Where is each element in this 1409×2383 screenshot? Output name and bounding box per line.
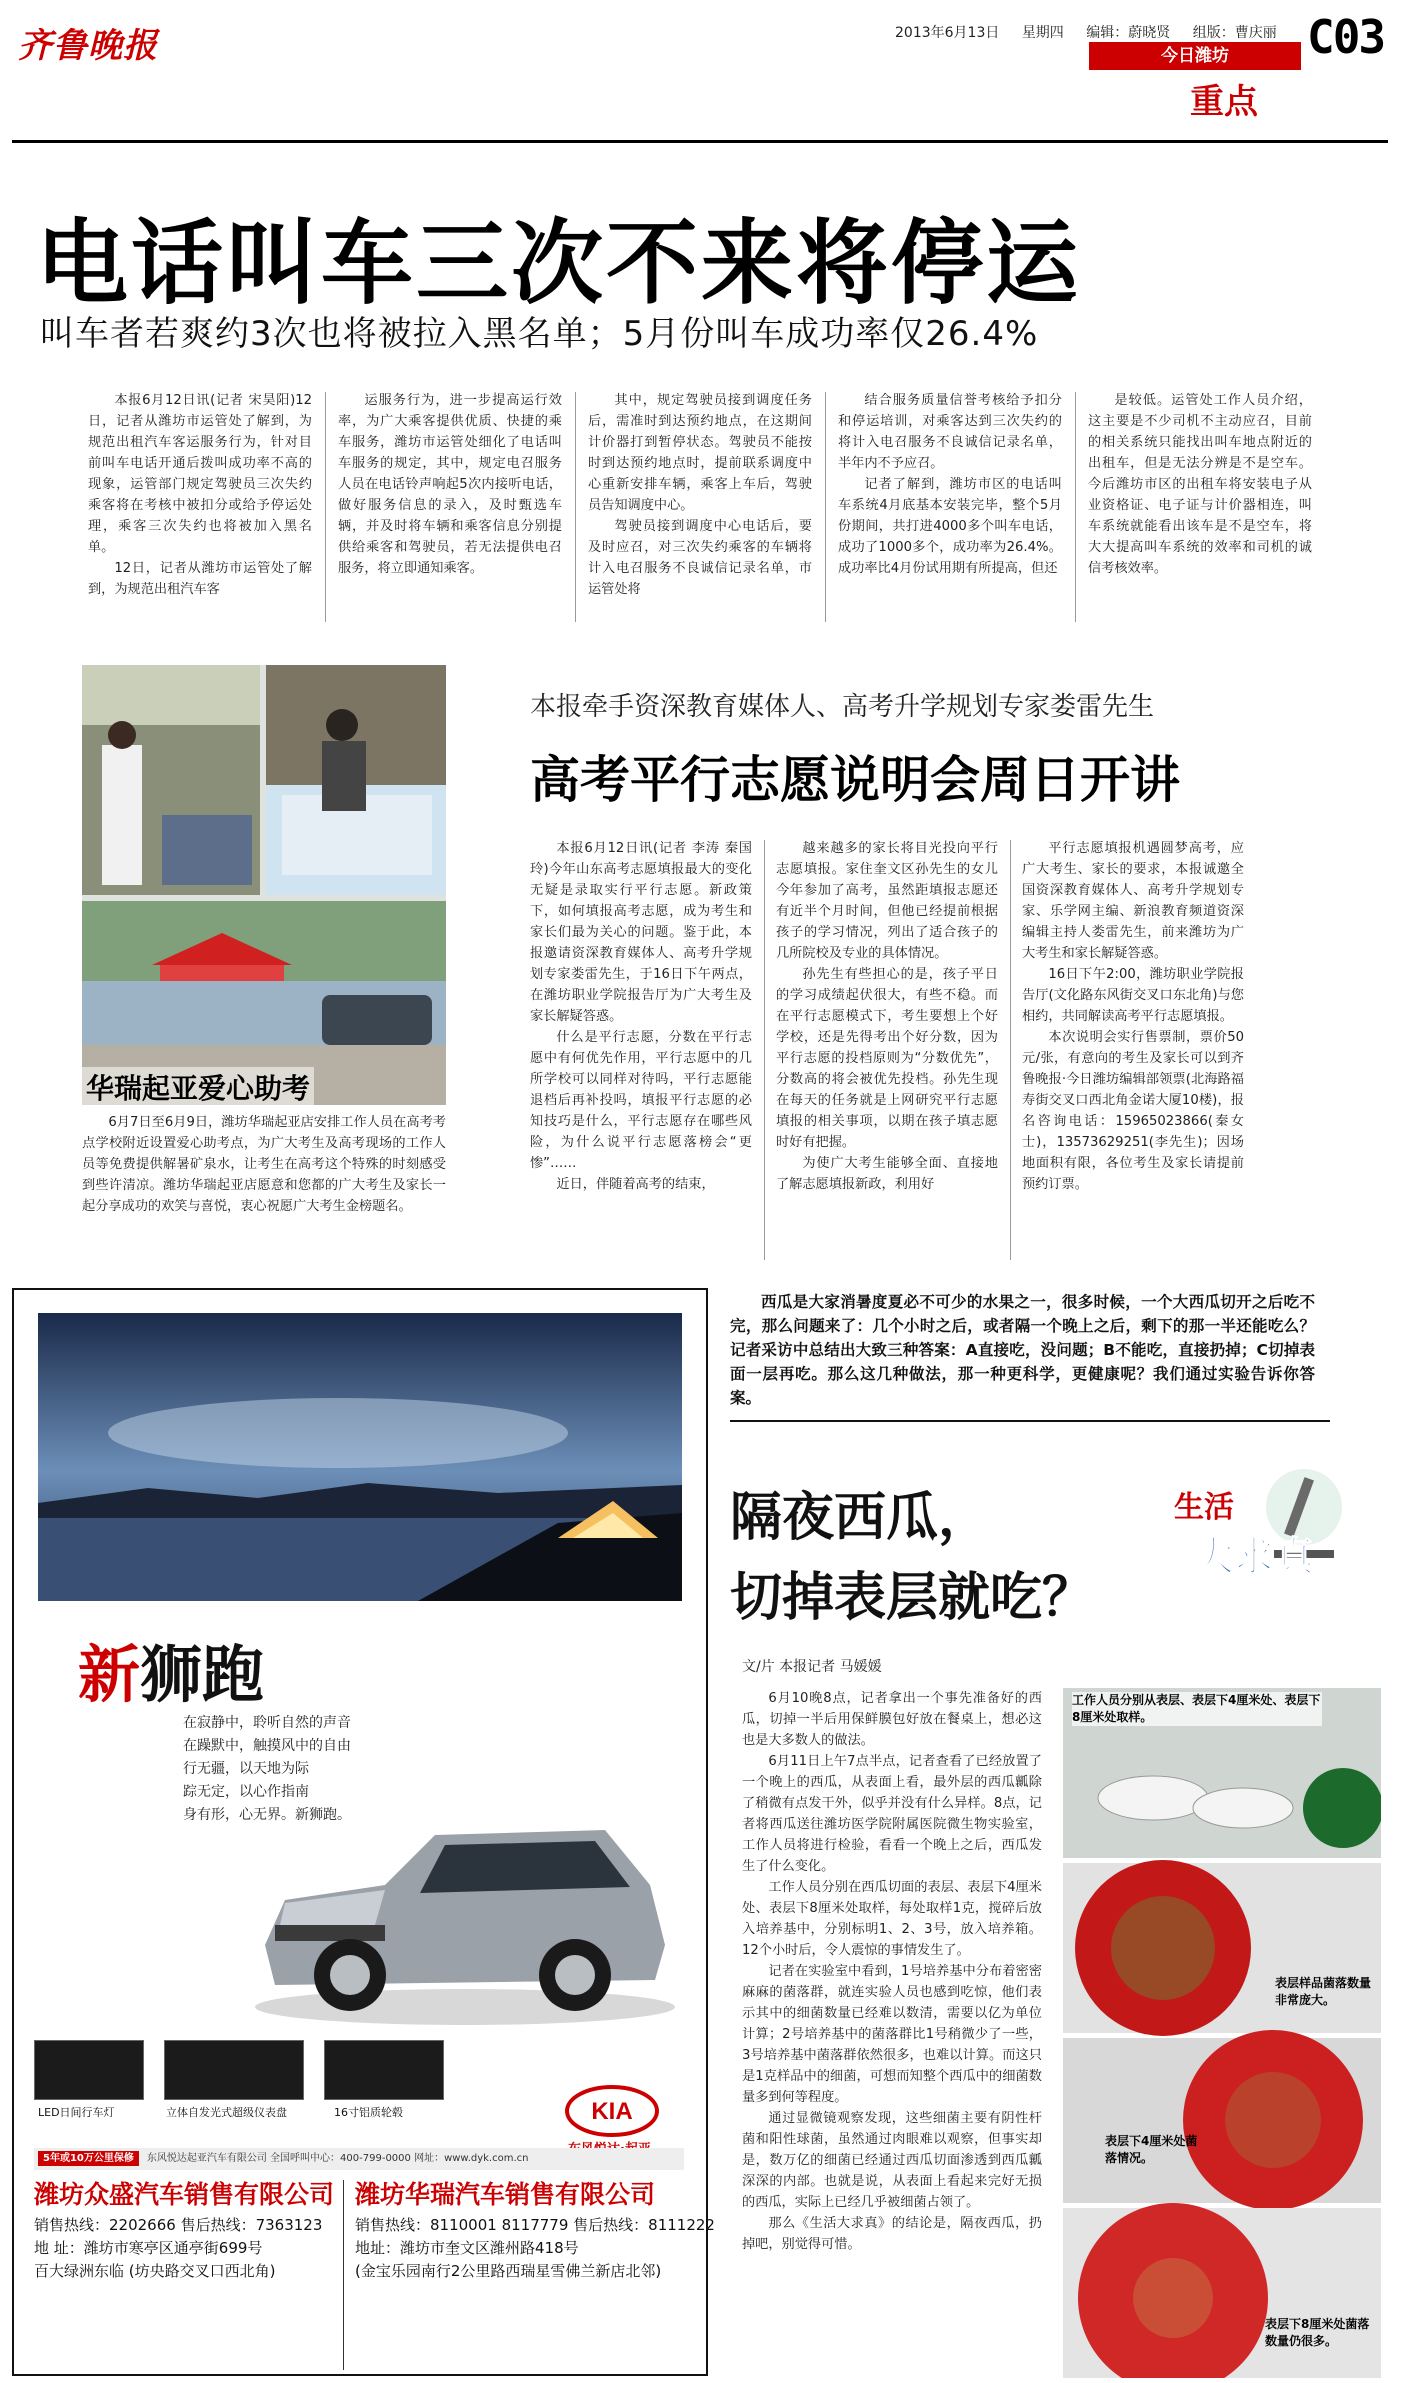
issue-weekday: 星期四 [1021, 25, 1064, 41]
story3-byline: 文/片 本报记者 马媛媛 [742, 1659, 882, 1675]
lab-photo-stack [1063, 1688, 1381, 2378]
dashboard-thumb [164, 2040, 304, 2100]
paragraph: 孙先生有些担心的是，孩子平日的学习成绩起伏很大，有些不稳。而在平行志愿模式下，考生要想上个好学校，还是先得考出个好分数，因为平行志愿的投档原则为“分数优先”，分数高的将会被优先投档。孙先生现在每天的任务就是上网研究平行志愿填报的相关事项，以期在孩子填志愿时好有把握。 [776, 967, 998, 1150]
photo-caption: 华瑞起亚爱心助考 [82, 1067, 314, 1107]
paragraph: 其中，规定驾驶员接到调度任务后，需准时到达预约地点，在这期间计价器打到暂停状态。驾驶员不能按时到达预约地点时，提前联系调度中心重新安排车辆，乘客上车后，驾驶员告知调度中心。 [588, 393, 812, 513]
logo-line-2: 大求真 [1194, 1534, 1314, 1580]
paragraph: 运服务行为，进一步提高运行效率，为广大乘客提供优质、快捷的乘车服务，潍坊市运管处细化了电话叫车服务的规定，其中，规定电召服务人员在电话铃声响起5次内接听电话，做好服务信息的录入，及时甄选车辆，并及时将车辆和乘客信息分别提供给乘客和驾驶员，若无法提供电召服务，将立即通知乘客。 [338, 393, 562, 576]
story2-column-1 [530, 838, 752, 1195]
main-headline: 电话叫车三次不来将停运 [36, 210, 1082, 317]
feature-label: LED日间行车灯 [38, 2106, 115, 2119]
photo-collage-image [82, 665, 446, 1105]
paragraph: 平行志愿填报机遇圆梦高考，应广大考生、家长的要求，本报诚邀全国资深教育媒体人、高考升学规划专家、乐学网主编、新浪教育频道资深编辑主持人娄雷先生，前来潍坊为广大考生和家长解疑答惑。 [1022, 841, 1244, 961]
logo-line-1: 生活 [1174, 1490, 1234, 1525]
dealer-line: 地址：潍坊市奎文区潍州路418号 [355, 2239, 579, 2257]
kia-logo-icon [565, 2085, 659, 2137]
led-lights-thumb [34, 2040, 144, 2100]
ad-landscape-photo [38, 1313, 682, 1601]
kia-logo-text: KIA [591, 2098, 633, 2125]
story2-kicker: 本报牵手资深教育媒体人、高考升学规划专家娄雷先生 [530, 692, 1155, 722]
editor-credit: 编辑：蔚晓贤 [1086, 25, 1171, 41]
page-number: C03 [1307, 10, 1385, 64]
dealer-2 [355, 2176, 715, 2283]
story2-column-2 [776, 838, 998, 1195]
paragraph: 12日，记者从潍坊市运管处了解到，为规范出租汽车客 [88, 561, 312, 597]
paragraph: 记者了解到，潍坊市区的电话叫车系统4月底基本安装完毕，整个5月份期间，共打进4000多个叫车电话，成功了1000多个，成功率为26.4%。成功率比4月份试用期有所提高，但还 [838, 477, 1062, 576]
photo-story-text [82, 1112, 446, 1217]
paragraph: 工作人员分别在西瓜切面的表层、表层下4厘米处、表层下8厘米处取样，每处取样1克，搅碎后放入培养基中，分别标明1、2、3号，放入培养箱。12个小时后，令人震惊的事情发生了。 [742, 1880, 1042, 1958]
photo-collage [82, 665, 446, 1105]
ad-feature-strip [34, 2040, 504, 2132]
paragraph: 什么是平行志愿，分数在平行志愿中有何优先作用，平行志愿中的几所学校可以同样对待吗，平行志愿能退档后再补投吗，填报平行志愿的必知技巧是什么，平行志愿存在哪些风险，为什么说平行志愿落榜会“更惨”…… [530, 1030, 752, 1171]
paragraph: 本报6月12日讯(记者 李涛 秦国玲)今年山东高考志愿填报最大的变化无疑是录取实行平行志愿。新政策下，如何填报高考志愿，成为考生和家长们最为关心的问题。鉴于此，本报邀请资深教育媒体人、高考升学规划专家娄雷先生，于16日下午两点，在潍坊职业学院报告厅为广大考生及家长解疑答惑。 [530, 841, 752, 1024]
paragraph: 6月10晚8点，记者拿出一个事先准备好的西瓜，切掉一半后用保鲜膜包好放在餐桌上，想必这也是大多数人的做法。 [742, 1691, 1042, 1748]
column-logo [1154, 1462, 1354, 1597]
petri-dish-photos [1063, 1688, 1381, 2378]
story3-title-line: 隔夜西瓜， [730, 1488, 991, 1548]
paragraph: 驾驶员接到调度中心电话后，要及时应召，对三次失约乘客的车辆将计入电召服务不良诚信记录名单，市运管处将 [588, 519, 812, 597]
dealer-line: 销售热线：8110001 8117779 售后热线：8111222 [355, 2216, 715, 2234]
story1-column-2 [338, 390, 562, 579]
wheel-thumb [324, 2040, 444, 2100]
section-sub-label: 重点 [1190, 82, 1258, 122]
dealer-1 [34, 2176, 334, 2283]
photo-caption-2: 表层样品菌落数量非常庞大。 [1275, 1976, 1372, 2007]
column-rule [1010, 840, 1011, 1260]
dealer-divider [343, 2180, 344, 2370]
paragraph: 那么《生活大求真》的结论是，隔夜西瓜，扔掉吧，别觉得可惜。 [742, 2216, 1042, 2252]
dealer-line: 销售热线：2202666 售后热线：7363123 [34, 2216, 323, 2234]
column-rule [764, 840, 765, 1260]
column-rule [1075, 392, 1076, 622]
kia-logo [565, 2085, 659, 2137]
story2-title: 高考平行志愿说明会周日开讲 [530, 751, 1180, 809]
photo-caption-1: 工作人员分别从表层、表层下4厘米处、表层下8厘米处取样。 [1072, 1693, 1321, 1724]
feature-label: 16寸铝质轮毂 [334, 2106, 403, 2119]
paragraph: 为使广大考生能够全面、直接地了解志愿填报新政，利用好 [776, 1156, 998, 1192]
top-divider [12, 140, 1388, 143]
story1-column-5 [1088, 390, 1312, 579]
photo-caption-3: 表层下4厘米处菌落情况。 [1105, 2134, 1198, 2165]
issue-date: 2013年6月13日 [895, 25, 1000, 41]
suv-car-image [245, 1775, 685, 2035]
slogan-line: 身有形，心无界。新狮跑。 [183, 1807, 351, 1823]
warranty-strip [34, 2148, 684, 2170]
paragraph: 6月11日上午7点半点，记者查看了已经放置了一个晚上的西瓜，从表面上看，最外层的西瓜瓤除了稍微有点发干外，似乎并没有什么异样。8点，记者将西瓜送往潍坊医学院附属医院微生物实验室，工作人员将进行检验，看看一个晚上之后，西瓜发生了什么变化。 [742, 1754, 1042, 1874]
ad-brand-red: 新 [78, 1638, 141, 1711]
story1-column-4 [838, 390, 1062, 579]
newspaper-logo: 齐鲁晚报 [18, 26, 158, 66]
photo-caption-4: 表层下8厘米处菌落数量仍很多。 [1265, 2317, 1370, 2348]
column-rule [575, 392, 576, 622]
column-rule [325, 392, 326, 622]
paragraph: 16日下午2:00，潍坊职业学院报告厅(文化路东风街交叉口东北角)与您相约，共同解读高考平行志愿填报。 [1022, 967, 1244, 1024]
dealer-line: 地 址：潍坊市寒亭区通亭街699号 [34, 2239, 263, 2257]
paragraph: 结合服务质量信誉考核给予扣分和停运培训，对乘客达到三次失约的将计入电召服务不良诚信记录名单，半年内不予应召。 [838, 393, 1062, 471]
story2-column-3 [1022, 838, 1244, 1195]
dealer-line: 百大绿洲东临 (坊央路交叉口西北角) [34, 2262, 276, 2280]
dealer-name: 潍坊众盛汽车销售有限公司 [34, 2180, 335, 2209]
column-rule [825, 392, 826, 622]
ad-brand-name [78, 1625, 264, 1714]
microscope-logo-icon [1154, 1462, 1354, 1597]
story1-column-1 [88, 390, 312, 600]
feature-label: 立体自发光式超级仪表盘 [166, 2106, 287, 2119]
section-label: 今日潍坊 [1089, 42, 1301, 70]
slogan-line: 踪无定，以心作指南 [183, 1784, 309, 1800]
paragraph: 记者在实验室中看到，1号培养基中分布着密密麻麻的菌落群，就连实验人员也感到吃惊，他们表示其中的细菌数量已经难以数清，需要以亿为单位计算；2号培养基中的菌落群比1号稍微少了一些，3号培养基中菌落群依然很多，也难以计算。而这只是1克样品中的细菌，可想而知整个西瓜中的细菌数量多到何等程度。 [742, 1964, 1042, 2105]
story3-title [730, 1478, 1094, 1638]
dealer-line: (金宝乐园南行2公里路西瑞星雪佛兰新店北邻) [355, 2262, 662, 2280]
story3-title-line: 切掉表层就吃？ [730, 1568, 1095, 1628]
paragraph: 越来越多的家长将目光投向平行志愿填报。家住奎文区孙先生的女儿今年参加了高考，虽然距填报志愿还有近半个月时间，但他已经提前根据孩子的学习情况，列出了适合孩子的几所院校及专业的具体情况。 [776, 841, 998, 961]
story3-intro: 西瓜是大家消暑度夏必不可少的水果之一，很多时候，一个大西瓜切开之后吃不完，那么问题来了：几个小时之后，或者隔一个晚上之后，剩下的那一半还能吃么？记者采访中总结出大致三种答案：A直接吃，没问题；B不能吃，直接扔掉；C切掉表面一层再吃。那么这几种做法，那一种更科学，更健康呢？我们通过实验告诉你答案。 [730, 1293, 1315, 1407]
paragraph: 本报6月12日讯(记者 宋昊阳)12日，记者从潍坊市运管处了解到，为规范出租汽车客运服务行为，针对目前叫车电话开通后拨叫成功率不高的现象，运管部门规定驾驶员三次失约乘客将在考核中被扣分或给予停运处理，乘客三次失约也将被加入黑名单。 [88, 393, 312, 555]
layout-credit: 组版：曹庆丽 [1192, 25, 1277, 41]
story1-column-3 [588, 390, 812, 600]
warranty-badge: 5年或10万公里保修 [38, 2151, 139, 2166]
main-subhead: 叫车者若爽约3次也将被拉入黑名单；5月份叫车成功率仅26.4% [40, 314, 1039, 354]
ad-brand-rest: 狮跑 [140, 1638, 265, 1711]
paragraph: 本次说明会实行售票制，票价50元/张，有意向的考生及家长可以到齐鲁晚报·今日潍坊编辑部领票(北海路福寿街交叉口西北角金诺大厦10楼)，报名咨询电话：15965023866(秦女士)，13573629251(李先生)；因场地面积有限，各位考生及家长请提前预约订票。 [1022, 1030, 1244, 1192]
slogan-line: 在躁默中，触摸风中的自由 [183, 1738, 351, 1754]
ad-landscape-image [38, 1313, 682, 1601]
story3-body [742, 1688, 1042, 2255]
dealer-name: 潍坊华瑞汽车销售有限公司 [355, 2180, 656, 2209]
paragraph: 是较低。运管处工作人员介绍，这主要是不少司机不主动应召，目前的相关系统只能找出叫车地点附近的出租车，但是无法分辨是不是空车。今后潍坊市区的出租车将安装电子从业资格证、电子证与计价器相连，叫车系统就能看出该车是不是空车，将大大提高叫车系统的效率和司机的诚信考核效率。 [1088, 393, 1312, 576]
slogan-line: 行无疆，以天地为际 [183, 1761, 309, 1777]
slogan-line: 在寂静中，聆听自然的声音 [183, 1715, 351, 1731]
story3-rule [730, 1420, 1330, 1422]
issue-meta [895, 22, 1295, 42]
paragraph: 6月7日至6月9日，潍坊华瑞起亚店安排工作人员在高考考点学校附近设置爱心助考点，为广大考生及高考现场的工作人员等免费提供解暑矿泉水，让考生在高考这个特殊的时刻感受到些许清凉。潍坊华瑞起亚店愿意和您都的广大考生及家长一起分享成功的欢笑与喜悦，衷心祝愿广大考生金榜题名。 [82, 1115, 446, 1214]
paragraph: 通过显微镜观察发现，这些细菌主要有阴性杆菌和阳性球菌，虽然通过肉眼难以观察，但事实却是，数万亿的细菌已经通过西瓜切面渗透到西瓜瓤深深的内部。也就是说，从表面上看起来完好无损的西瓜，实际上已经几乎被细菌占领了。 [742, 2111, 1042, 2210]
suv-car-drawing [245, 1775, 685, 2035]
warranty-text: 东风悦达起亚汽车有限公司 全国呼叫中心：400-799-0000 网址：www.dyk.com.cn [146, 2153, 529, 2164]
paragraph: 近日，伴随着高考的结束， [556, 1177, 715, 1192]
